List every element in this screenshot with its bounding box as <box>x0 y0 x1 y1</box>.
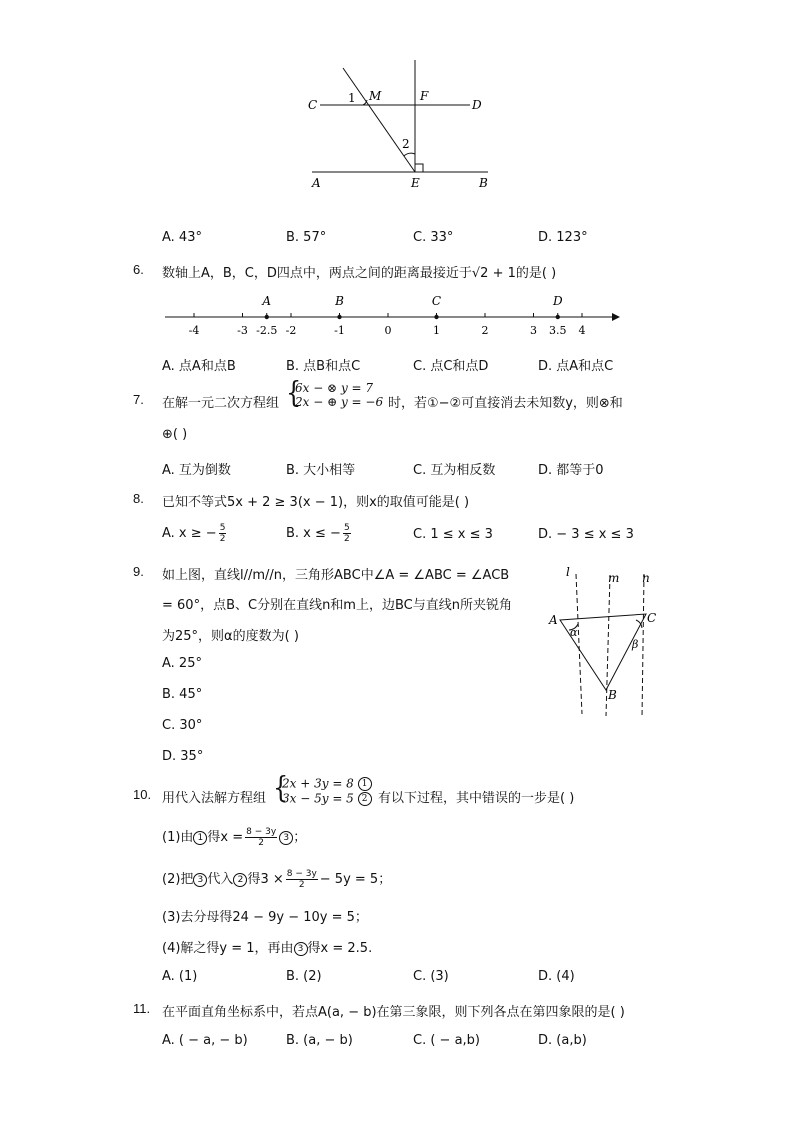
q7-number: 7. <box>133 392 144 407</box>
q10-option-c[interactable]: C. (3) <box>413 969 449 984</box>
number-line-tick-label: 3.5 <box>549 324 567 337</box>
fraction-numerator: 8 − 3y <box>246 827 277 837</box>
q7-post: 时，若①−②可直接消去未知数y，则⊗和 <box>388 396 623 411</box>
angle-2-arc <box>404 153 415 156</box>
q8-option-c[interactable]: C. 1 ≤ x ≤ 3 <box>413 527 493 542</box>
q6-text: 数轴上A，B，C，D四点中，两点之间的距离最接近于√2 + 1的是( ) <box>162 266 557 281</box>
q8-option-b[interactable] <box>286 523 353 544</box>
number-line-tick-label: -2 <box>285 324 297 337</box>
q11-option-b[interactable]: B. (a, − b) <box>286 1033 353 1048</box>
step2-pre: (2)把 <box>162 872 194 887</box>
q11-text: 在平面直角坐标系中，若点A(a, − b)在第三象限，则下列各点在第四象限的是( ) <box>162 1005 625 1020</box>
q11-option-d[interactable]: D. (a,b) <box>538 1033 587 1048</box>
fraction <box>219 523 227 544</box>
step2-mid2: 得3 × <box>247 872 284 887</box>
step4-end: 得x = 2.5. <box>307 941 373 956</box>
q8-option-a[interactable] <box>162 523 228 544</box>
fraction-numerator: 5 <box>219 523 226 533</box>
step1-mid: 得x = <box>207 830 244 845</box>
number-line-point-label: C <box>431 294 442 308</box>
q7-line2: ⊕( ) <box>162 427 188 442</box>
q8-option-a-text: A. x ≥ − <box>162 526 217 541</box>
label-vertex-a: A <box>549 613 558 627</box>
q6-option-a[interactable]: A. 点A和点B <box>162 359 236 374</box>
step2-mid: 代入 <box>207 872 234 887</box>
q10-number: 10. <box>133 787 152 802</box>
q11-option-a[interactable]: A. ( − a, − b) <box>162 1033 248 1048</box>
fraction <box>343 523 351 544</box>
number-line-tick-label: -3 <box>237 324 248 337</box>
label-angle-2: 2 <box>402 137 410 151</box>
label-m: m <box>608 571 620 585</box>
line-l <box>576 574 582 714</box>
label-vertex-b: B <box>608 688 617 702</box>
number-line-point <box>434 315 438 319</box>
number-line-point-label: D <box>552 294 563 308</box>
q9-option-d[interactable]: D. 35° <box>162 749 204 764</box>
fraction <box>245 827 277 848</box>
circled-number: 3 <box>294 942 308 956</box>
number-line-point <box>337 315 341 319</box>
number-line-tick-label: 1 <box>433 324 440 337</box>
number-line-point <box>265 315 269 319</box>
q10-eq1-text: 2x + 3y = 8 <box>282 776 354 791</box>
label-l: l <box>566 565 570 579</box>
number-line-tick-label: 3 <box>530 324 537 337</box>
q10-step1 <box>162 826 306 848</box>
circled-number: 2 <box>358 792 372 806</box>
fraction-denominator: 2 <box>298 880 305 890</box>
fraction-numerator: 8 − 3y <box>286 869 317 879</box>
q5-option-c[interactable]: C. 33° <box>413 230 454 245</box>
q10-step3: (3)去分母得24 − 9y − 10y = 5； <box>162 910 368 925</box>
q10-eq1 <box>282 777 372 791</box>
q7-option-c[interactable]: C. 互为相反数 <box>413 463 496 478</box>
q6-option-b[interactable]: B. 点B和点C <box>286 359 361 374</box>
q10-step2 <box>162 868 391 890</box>
q7-brace: { <box>286 376 302 410</box>
q10-post: 有以下过程，其中错误的一步是( ) <box>378 791 575 806</box>
label-angle-1: 1 <box>348 91 356 105</box>
step2-end: − 5y = 5； <box>319 872 392 887</box>
number-line-point <box>556 315 560 319</box>
q7-pre: 在解一元二次方程组 <box>162 396 280 411</box>
line-n <box>642 574 644 718</box>
q5-option-a[interactable]: A. 43° <box>162 230 202 245</box>
number-line-tick-label: 4 <box>578 324 586 337</box>
fraction-denominator: 2 <box>258 838 265 848</box>
q10-pre: 用代入法解方程组 <box>162 791 267 806</box>
label-beta: β <box>632 638 639 651</box>
triangle-figure <box>540 562 665 722</box>
q11-number: 11. <box>133 1001 151 1016</box>
circled-number: 2 <box>233 873 247 887</box>
step4-pre: (4)解之得y = 1，再由 <box>162 941 294 956</box>
label-a: A <box>312 176 321 190</box>
q9-line1: 如上图，直线l//m//n，三角形ABC中∠A = ∠ABC = ∠ACB <box>162 568 510 583</box>
q9-number: 9. <box>133 564 144 579</box>
number-line-tick-label: 2 <box>481 324 489 337</box>
q9-option-a[interactable]: A. 25° <box>162 656 202 671</box>
q10-step4 <box>162 937 372 956</box>
fraction-denominator: 2 <box>219 534 226 544</box>
q7-option-d[interactable]: D. 都等于0 <box>538 463 604 478</box>
step1-pre: (1)由 <box>162 830 194 845</box>
fraction <box>286 869 318 890</box>
label-vertex-c: C <box>647 611 657 625</box>
q7-option-b[interactable]: B. 大小相等 <box>286 463 356 478</box>
circled-number: 1 <box>193 831 207 845</box>
q9-line3: 为25°，则α的度数为( ) <box>162 629 299 644</box>
number-line-tick-label: 0 <box>384 324 392 337</box>
q10-eq2 <box>282 792 372 806</box>
q7-eq1: 6x − ⊗ y = 7 <box>295 381 374 395</box>
q8-number: 8. <box>133 491 144 506</box>
circled-number: 3 <box>193 873 207 887</box>
line-me <box>343 68 415 172</box>
angle-1-arc <box>363 100 367 105</box>
q8-option-d[interactable]: D. − 3 ≤ x ≤ 3 <box>538 527 634 542</box>
q7-option-a[interactable]: A. 互为倒数 <box>162 463 231 478</box>
number-line <box>160 290 630 340</box>
label-b: B <box>479 176 488 190</box>
fraction-numerator: 5 <box>343 523 350 533</box>
q6-number: 6. <box>133 262 144 277</box>
number-line-tick-label: -1 <box>334 324 345 337</box>
q8-option-b-text: B. x ≤ − <box>286 526 341 541</box>
q5-option-d[interactable]: D. 123° <box>538 230 588 245</box>
angle-figure <box>300 60 500 195</box>
label-alpha: α <box>570 626 578 639</box>
number-line-point-label: B <box>335 294 344 308</box>
label-m: M <box>369 89 382 103</box>
q10-eq2-text: 3x − 5y = 5 <box>282 791 354 806</box>
label-c: C <box>308 98 318 112</box>
label-f: F <box>420 89 429 103</box>
q6-option-c[interactable]: C. 点C和点D <box>413 359 489 374</box>
number-line-arrow <box>612 313 620 321</box>
right-angle-mark <box>415 164 423 172</box>
number-line-tick-label: -4 <box>188 324 200 337</box>
circled-number: 3 <box>279 831 293 845</box>
number-line-point-label: A <box>262 294 272 308</box>
q5-option-b[interactable]: B. 57° <box>286 230 327 245</box>
label-d: D <box>472 98 482 112</box>
label-n: n <box>642 571 650 585</box>
circled-number: 1 <box>358 777 372 791</box>
q11-option-c[interactable]: C. ( − a,b) <box>413 1033 480 1048</box>
q10-option-b[interactable]: B. (2) <box>286 969 322 984</box>
number-line-tick-label: -2.5 <box>256 324 278 337</box>
q8-text: 已知不等式5x + 2 ≥ 3(x − 1)，则x的取值可能是( ) <box>162 495 470 510</box>
q10-option-d[interactable]: D. (4) <box>538 969 575 984</box>
q7-eq2: 2x − ⊕ y = −6 <box>295 395 384 409</box>
fraction-denominator: 2 <box>343 534 350 544</box>
label-e: E <box>411 176 420 190</box>
q10-brace: { <box>273 771 289 805</box>
q6-option-d[interactable]: D. 点A和点C <box>538 359 614 374</box>
step1-end: ； <box>293 830 307 845</box>
q9-line2: = 60°，点B、C分别在直线n和m上，边BC与直线n所夹锐角 <box>162 598 512 613</box>
q9-option-b[interactable]: B. 45° <box>162 687 203 702</box>
q9-option-c[interactable]: C. 30° <box>162 718 203 733</box>
q10-option-a[interactable]: A. (1) <box>162 969 198 984</box>
